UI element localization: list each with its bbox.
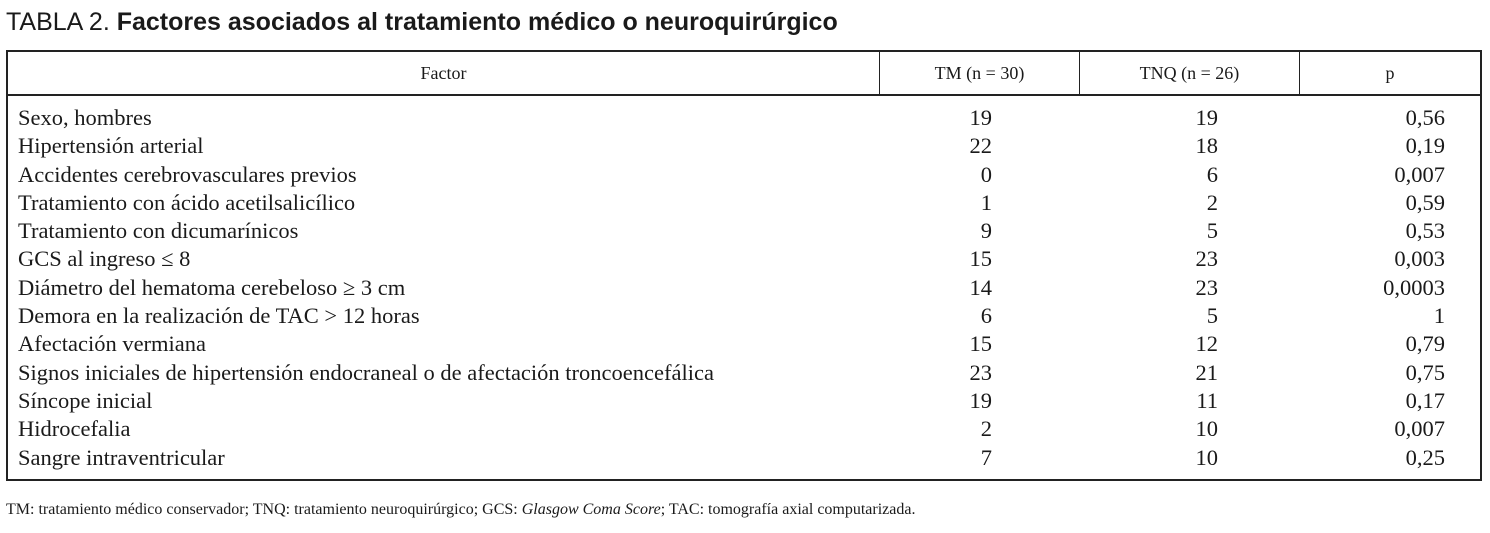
cell-p: 0,79: [1405, 331, 1445, 357]
table-row: [8, 415, 1480, 443]
cell-factor: Hidrocefalia: [18, 416, 131, 442]
cell-tnq: 5: [1206, 303, 1218, 329]
column-header-factor: Factor: [8, 52, 880, 94]
column-header-tnq: TNQ (n = 26): [1080, 52, 1300, 94]
cell-tnq: 10: [1195, 444, 1218, 470]
cell-tm: 22: [969, 133, 992, 159]
cell-tnq: 12: [1195, 331, 1218, 357]
cell-factor: GCS al ingreso ≤ 8: [18, 246, 191, 272]
cell-p: 0,0003: [1383, 274, 1445, 300]
cell-tnq: 2: [1206, 189, 1218, 215]
table-footnote: [6, 499, 915, 521]
table-row: [8, 104, 1480, 132]
cell-tnq: 6: [1206, 161, 1218, 187]
cell-p: 0,56: [1405, 105, 1445, 130]
cell-factor: Signos iniciales de hipertensión endocraneal o de afectación troncoencefálica: [18, 359, 714, 385]
cell-tnq: 21: [1195, 359, 1218, 385]
cell-tm: 14: [969, 274, 992, 300]
cell-tnq: 23: [1195, 246, 1218, 272]
cell-tnq: 18: [1195, 133, 1218, 159]
cell-tm: 19: [969, 387, 992, 413]
footnote-text-2: ; TAC: tomografía axial computarizada.: [660, 501, 916, 518]
cell-p: 0,007: [1394, 161, 1445, 187]
table-body: [8, 104, 1480, 472]
data-table: [6, 50, 1482, 481]
column-header-p: p: [1385, 63, 1395, 83]
cell-tm: 15: [969, 246, 992, 272]
cell-factor: Síncope inicial: [18, 387, 153, 413]
cell-factor: Tratamiento con dicumarínicos: [18, 218, 299, 244]
column-header-tm: TM (n = 30): [880, 52, 1080, 94]
footnote-text-1: TM: tratamiento médico conservador; TNQ: tratamiento neuroquirúrgico; GCS:: [6, 501, 522, 518]
cell-factor: Hipertensión arterial: [18, 133, 204, 159]
cell-tnq: 10: [1195, 416, 1218, 442]
cell-factor: Diámetro del hematoma cerebeloso ≥ 3 cm: [18, 274, 406, 300]
cell-p: 0,75: [1405, 359, 1445, 385]
table-row: [8, 161, 1480, 189]
cell-p: 0,25: [1405, 444, 1445, 470]
cell-tnq: 23: [1195, 274, 1218, 300]
cell-p: 0,53: [1405, 218, 1445, 244]
table-row: [8, 217, 1480, 245]
cell-factor: Accidentes cerebrovasculares previos: [18, 161, 357, 187]
cell-tnq: 5: [1206, 218, 1218, 244]
cell-p: 0,17: [1405, 387, 1445, 413]
cell-factor: Sangre intraventricular: [18, 444, 225, 470]
cell-factor: Demora en la realización de TAC > 12 horas: [18, 303, 420, 329]
table-row: [8, 387, 1480, 415]
table-row: [8, 302, 1480, 330]
cell-tm: 19: [969, 105, 992, 130]
cell-factor: Tratamiento con ácido acetilsalicílico: [18, 189, 356, 215]
table-row: [8, 132, 1480, 160]
cell-tm: 7: [980, 444, 992, 470]
table-row: [8, 359, 1480, 387]
table-row: [8, 274, 1480, 302]
cell-tm: 1: [980, 189, 992, 215]
footnote-italic-term: Glasgow Coma Score: [521, 501, 661, 518]
table-row: [8, 444, 1480, 472]
table-number: TABLA 2.: [6, 8, 110, 36]
cell-p: 0,007: [1394, 416, 1445, 442]
cell-tm: 2: [980, 416, 992, 442]
cell-p: 0,59: [1405, 189, 1445, 215]
cell-p: 1: [1433, 303, 1445, 329]
table-header: [8, 52, 1480, 96]
cell-tm: 0: [980, 161, 992, 187]
table-heading: Factores asociados al tratamiento médico o neuroquirúrgico: [116, 8, 838, 36]
cell-tm: 23: [969, 359, 992, 385]
cell-tm: 6: [980, 303, 992, 329]
cell-tnq: 11: [1196, 387, 1218, 413]
table-title: [6, 6, 838, 38]
cell-p: 0,003: [1394, 246, 1445, 272]
cell-tm: 15: [969, 331, 992, 357]
cell-p: 0,19: [1405, 133, 1445, 159]
table-row: [8, 330, 1480, 358]
table-row: [8, 245, 1480, 273]
cell-factor: Afectación vermiana: [18, 331, 207, 357]
cell-tnq: 19: [1195, 105, 1218, 130]
table-row: [8, 189, 1480, 217]
cell-factor: Sexo, hombres: [18, 105, 152, 130]
cell-tm: 9: [980, 218, 992, 244]
